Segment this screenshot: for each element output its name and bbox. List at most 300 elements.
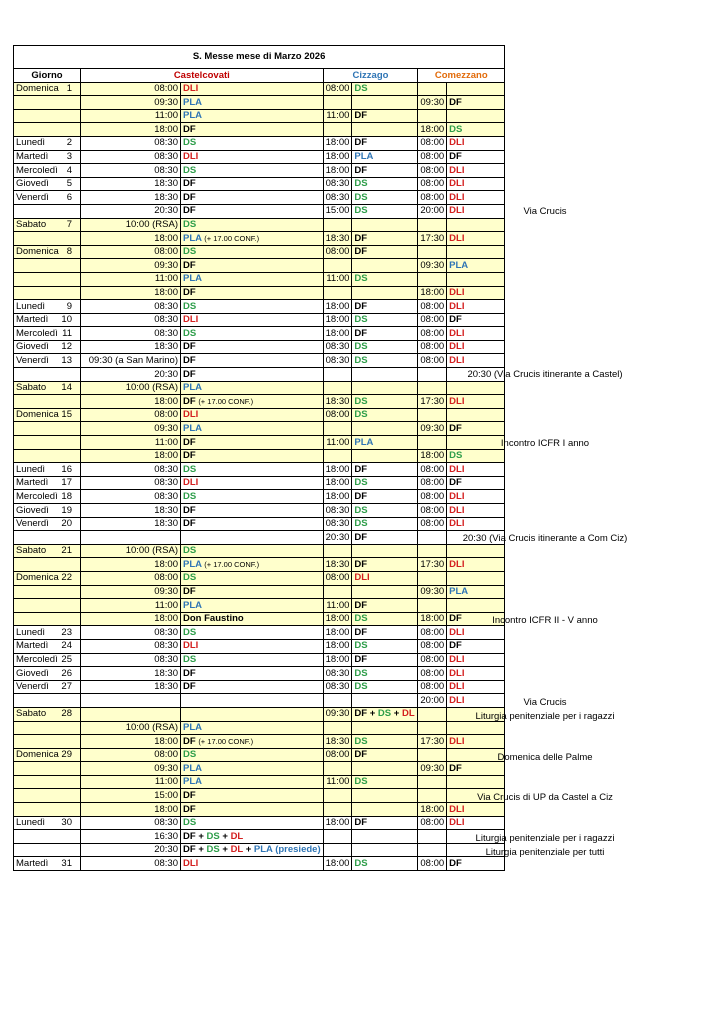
celebrant-code: DS <box>354 354 368 366</box>
celebrant-code: + <box>198 830 204 842</box>
castelcovati-celebrant <box>181 191 324 205</box>
day-name: Lunedì <box>16 300 46 312</box>
schedule-note: Via Crucis di UP da Castel a Ciz <box>477 792 613 804</box>
celebrant-code: + <box>369 708 376 720</box>
cizzago-time: 08:00 <box>323 245 352 259</box>
comezzano-celebrant <box>447 789 505 803</box>
castelcovati-time: 08:30 <box>81 476 181 490</box>
cizzago-celebrant <box>352 300 418 314</box>
day-name: Martedì <box>16 151 49 163</box>
schedule-row <box>14 762 505 776</box>
comezzano-celebrant <box>447 843 505 857</box>
celebrant-code: DF <box>183 518 196 530</box>
celebrant-code: DLI <box>449 232 465 244</box>
celebrant-code: PLA <box>183 558 202 570</box>
castelcovati-time: 08:30 <box>81 300 181 314</box>
celebrant-code: DS <box>354 314 368 326</box>
comezzano-time <box>418 245 447 259</box>
schedule-row <box>14 368 505 382</box>
day-cell <box>14 259 81 273</box>
comezzano-celebrant <box>447 408 505 422</box>
castelcovati-celebrant <box>181 789 324 803</box>
schedule-note: 20:30 (Via Crucis itinerante a Castel) <box>467 369 623 381</box>
celebrant-code: DLI <box>449 518 465 530</box>
comezzano-celebrant <box>447 218 505 232</box>
comezzano-time: 18:00 <box>418 449 447 463</box>
celebrant-code: DS <box>354 857 368 869</box>
castelcovati-celebrant <box>181 585 324 599</box>
comezzano-celebrant <box>447 191 505 205</box>
castelcovati-time: 18:30 <box>81 680 181 694</box>
comezzano-time <box>418 721 447 735</box>
comezzano-celebrant <box>447 395 505 409</box>
comezzano-time: 08:00 <box>418 490 447 504</box>
castelcovati-celebrant <box>181 408 324 422</box>
comezzano-celebrant <box>447 830 505 844</box>
celebrant-code: DL <box>401 708 415 720</box>
cizzago-time: 11:00 <box>323 436 352 450</box>
castelcovati-time: 08:30 <box>81 164 181 178</box>
cizzago-time: 18:00 <box>323 626 352 640</box>
castelcovati-celebrant <box>181 177 324 191</box>
castelcovati-time: 10:00 (RSA) <box>81 381 181 395</box>
celebrant-code: Don Faustino <box>183 613 244 625</box>
cizzago-time: 11:00 <box>323 272 352 286</box>
cizzago-celebrant <box>352 735 418 749</box>
celebrant-code: DLI <box>449 817 465 829</box>
castelcovati-time: 15:00 <box>81 789 181 803</box>
celebrant-code: DF <box>183 450 196 462</box>
castelcovati-time: 20:30 <box>81 368 181 382</box>
day-name: Martedì <box>16 477 49 489</box>
castelcovati-time: 08:30 <box>81 490 181 504</box>
comezzano-celebrant <box>447 775 505 789</box>
castelcovati-celebrant <box>181 82 324 96</box>
day-name: Domenica <box>16 83 59 95</box>
castelcovati-celebrant <box>181 504 324 518</box>
day-name: Sabato <box>16 382 47 394</box>
day-number: 9 <box>66 300 72 312</box>
cizzago-celebrant <box>352 177 418 191</box>
castelcovati-celebrant <box>181 476 324 490</box>
comezzano-celebrant <box>447 626 505 640</box>
day-cell <box>14 395 81 409</box>
schedule-row <box>14 789 505 803</box>
castelcovati-celebrant <box>181 300 324 314</box>
cizzago-time: 08:30 <box>323 177 352 191</box>
celebrant-code: DF <box>354 599 368 611</box>
celebrant-code: DS <box>354 613 368 625</box>
schedule-row <box>14 259 505 273</box>
celebrant-code: DS <box>354 341 368 353</box>
day-number: 22 <box>61 572 72 584</box>
celebrant-code: DF <box>183 395 196 407</box>
celebrant-code: DLI <box>449 667 465 679</box>
celebrant-code: + <box>222 844 228 856</box>
castelcovati-time: 10:00 (RSA) <box>81 721 181 735</box>
cizzago-celebrant <box>352 150 418 164</box>
schedule-row <box>14 136 505 150</box>
schedule-row <box>14 504 505 518</box>
castelcovati-time: 18:30 <box>81 517 181 531</box>
castelcovati-celebrant <box>181 218 324 232</box>
celebrant-code: DF <box>449 613 462 625</box>
cizzago-time <box>323 803 352 817</box>
day-number: 20 <box>61 518 72 530</box>
celebrant-code: DLI <box>449 558 465 570</box>
celebrant-code: DS <box>183 246 197 258</box>
celebrant-code: DS <box>206 844 220 856</box>
cizzago-celebrant <box>352 109 418 123</box>
comezzano-celebrant <box>447 667 505 681</box>
comezzano-time: 08:00 <box>418 504 447 518</box>
day-cell <box>14 422 81 436</box>
cizzago-time <box>323 422 352 436</box>
schedule-row <box>14 721 505 735</box>
schedule-row <box>14 558 505 572</box>
schedule-row <box>14 286 505 300</box>
celebrant-code: DS <box>354 681 368 693</box>
schedule-row <box>14 680 505 694</box>
day-cell <box>14 504 81 518</box>
celebrant-code: PLA <box>183 599 202 611</box>
castelcovati-time: 08:30 <box>81 857 181 871</box>
celebrant-code: DF <box>354 626 368 638</box>
schedule-row <box>14 96 505 110</box>
celebrant-code: DLI <box>449 341 465 353</box>
castelcovati-time: 18:30 <box>81 667 181 681</box>
castelcovati-time: 08:30 <box>81 463 181 477</box>
celebrant-code: DLI <box>449 395 465 407</box>
comezzano-celebrant <box>447 558 505 572</box>
cizzago-celebrant <box>352 368 418 382</box>
header-castelcovati: Castelcovati <box>81 69 324 83</box>
castelcovati-celebrant <box>181 735 324 749</box>
day-number: 27 <box>61 681 72 693</box>
schedule-row <box>14 381 505 395</box>
schedule-row <box>14 327 505 341</box>
cizzago-time: 18:00 <box>323 164 352 178</box>
day-number: 30 <box>61 817 72 829</box>
comezzano-time: 08:00 <box>418 191 447 205</box>
cizzago-time <box>323 585 352 599</box>
day-name: Martedì <box>16 314 49 326</box>
celebrant-code: DS <box>183 817 197 829</box>
castelcovati-celebrant <box>181 463 324 477</box>
celebrant-code: DS <box>183 749 197 761</box>
cizzago-time: 08:30 <box>323 354 352 368</box>
comezzano-time: 08:00 <box>418 639 447 653</box>
title-row <box>14 46 505 69</box>
cizzago-celebrant <box>352 449 418 463</box>
castelcovati-celebrant <box>181 422 324 436</box>
schedule-row <box>14 735 505 749</box>
castelcovati-time: 18:00 <box>81 803 181 817</box>
cizzago-time: 18:00 <box>323 327 352 341</box>
castelcovati-time: 09:30 <box>81 585 181 599</box>
celebrant-code: DF <box>354 490 368 502</box>
castelcovati-time: 08:30 <box>81 653 181 667</box>
cizzago-time <box>323 762 352 776</box>
celebrant-code: + <box>222 830 228 842</box>
schedule-row <box>14 123 505 137</box>
cizzago-celebrant <box>352 748 418 762</box>
castelcovati-time: 08:30 <box>81 639 181 653</box>
day-cell <box>14 123 81 137</box>
cizzago-time: 08:30 <box>323 340 352 354</box>
comezzano-celebrant <box>447 245 505 259</box>
day-number: 31 <box>61 857 72 869</box>
celebrant-code: DS <box>183 137 197 149</box>
schedule-row <box>14 571 505 585</box>
day-cell <box>14 707 81 721</box>
comezzano-time: 20:00 <box>418 204 447 218</box>
celebrant-code: PLA <box>449 259 469 271</box>
celebrant-code: DS <box>183 654 197 666</box>
castelcovati-celebrant <box>181 558 324 572</box>
cizzago-celebrant <box>352 558 418 572</box>
celebrant-code: DF <box>183 341 196 353</box>
comezzano-time: 09:30 <box>418 585 447 599</box>
comezzano-time: 08:00 <box>418 340 447 354</box>
cizzago-time <box>323 830 352 844</box>
cizzago-celebrant <box>352 136 418 150</box>
schedule-row <box>14 517 505 531</box>
comezzano-celebrant <box>447 368 505 382</box>
comezzano-time: 08:00 <box>418 354 447 368</box>
day-cell <box>14 327 81 341</box>
cizzago-celebrant <box>352 816 418 830</box>
day-cell <box>14 639 81 653</box>
castelcovati-celebrant <box>181 517 324 531</box>
day-cell <box>14 571 81 585</box>
cizzago-time <box>323 123 352 137</box>
cizzago-celebrant <box>352 123 418 137</box>
castelcovati-time: 09:30 <box>81 762 181 776</box>
castelcovati-time: 18:00 <box>81 232 181 246</box>
castelcovati-celebrant <box>181 531 324 545</box>
day-cell <box>14 340 81 354</box>
castelcovati-celebrant <box>181 762 324 776</box>
celebrant-code: DS <box>183 300 197 312</box>
castelcovati-celebrant <box>181 123 324 137</box>
castelcovati-time: 18:30 <box>81 340 181 354</box>
day-cell <box>14 368 81 382</box>
celebrant-code: DS <box>354 776 368 788</box>
day-cell <box>14 286 81 300</box>
schedule-row <box>14 150 505 164</box>
cizzago-celebrant <box>352 354 418 368</box>
comezzano-celebrant <box>447 571 505 585</box>
comezzano-celebrant <box>447 136 505 150</box>
celebrant-code: DS <box>354 477 368 489</box>
celebrant-code: DS <box>354 667 368 679</box>
day-number: 23 <box>61 626 72 638</box>
day-number: 26 <box>61 667 72 679</box>
cizzago-time: 11:00 <box>323 599 352 613</box>
comezzano-time: 17:30 <box>418 735 447 749</box>
castelcovati-celebrant <box>181 245 324 259</box>
day-name: Martedì <box>16 857 49 869</box>
castelcovati-time: 20:30 <box>81 843 181 857</box>
castelcovati-celebrant <box>181 626 324 640</box>
day-cell <box>14 272 81 286</box>
cizzago-time: 08:00 <box>323 408 352 422</box>
cizzago-celebrant <box>352 82 418 96</box>
celebrant-code: DS <box>183 327 197 339</box>
celebrant-code: DLI <box>183 151 199 163</box>
castelcovati-celebrant <box>181 150 324 164</box>
comezzano-celebrant <box>447 694 505 708</box>
comezzano-time <box>418 436 447 450</box>
comezzano-time <box>418 830 447 844</box>
comezzano-time <box>418 544 447 558</box>
schedule-note: Liturgia penitenziale per tutti <box>485 847 605 859</box>
castelcovati-celebrant <box>181 721 324 735</box>
castelcovati-time: 10:00 (RSA) <box>81 544 181 558</box>
comezzano-time <box>418 775 447 789</box>
cizzago-time <box>323 381 352 395</box>
cizzago-time: 18:30 <box>323 558 352 572</box>
celebrant-code: PLA <box>183 96 202 108</box>
schedule-row <box>14 164 505 178</box>
day-cell <box>14 775 81 789</box>
cizzago-celebrant <box>352 245 418 259</box>
castelcovati-time: 08:00 <box>81 82 181 96</box>
castelcovati-celebrant <box>181 204 324 218</box>
day-cell <box>14 300 81 314</box>
celebrant-code: DF <box>354 300 368 312</box>
day-name: Lunedì <box>16 626 46 638</box>
castelcovati-celebrant <box>181 164 324 178</box>
cizzago-time: 18:30 <box>323 232 352 246</box>
celebrant-code: DS <box>183 219 197 231</box>
comezzano-celebrant <box>447 612 505 626</box>
comezzano-celebrant <box>447 762 505 776</box>
day-name: Lunedì <box>16 137 46 149</box>
schedule-row <box>14 300 505 314</box>
celebrant-code: DL <box>230 844 244 856</box>
celebrant-code: DLI <box>449 504 465 516</box>
celebrant-code: DLI <box>183 83 199 95</box>
schedule-row <box>14 395 505 409</box>
day-cell <box>14 653 81 667</box>
schedule-note: Via Crucis <box>523 696 567 708</box>
day-cell <box>14 721 81 735</box>
cizzago-time <box>323 789 352 803</box>
comezzano-celebrant <box>447 381 505 395</box>
comezzano-time: 08:00 <box>418 463 447 477</box>
day-cell <box>14 626 81 640</box>
castelcovati-celebrant <box>181 571 324 585</box>
cizzago-celebrant <box>352 544 418 558</box>
schedule-note: Incontro ICFR II - V anno <box>492 615 598 626</box>
schedule-row <box>14 177 505 191</box>
schedule-row <box>14 830 505 844</box>
comezzano-time: 17:30 <box>418 558 447 572</box>
day-cell <box>14 449 81 463</box>
celebrant-code: DLI <box>449 803 465 815</box>
celebrant-code: PLA <box>354 436 374 448</box>
celebrant-code: DF <box>183 504 196 516</box>
castelcovati-time: 18:00 <box>81 286 181 300</box>
day-number: 2 <box>66 137 72 149</box>
celebrant-code: DF <box>354 817 368 829</box>
comezzano-celebrant <box>447 653 505 667</box>
castelcovati-celebrant <box>181 667 324 681</box>
celebrant-code: DF <box>354 558 368 570</box>
cizzago-celebrant <box>352 626 418 640</box>
day-number: 12 <box>61 341 72 353</box>
celebrant-code: PLA <box>183 722 202 733</box>
comezzano-time: 08:00 <box>418 150 447 164</box>
celebrant-code: DF <box>449 857 462 869</box>
comezzano-time <box>418 408 447 422</box>
comezzano-time: 18:00 <box>418 123 447 137</box>
celebrant-code: DF <box>183 803 196 815</box>
day-cell <box>14 476 81 490</box>
day-cell <box>14 694 81 708</box>
cizzago-time: 18:00 <box>323 476 352 490</box>
celebrant-code: DLI <box>449 354 465 366</box>
cizzago-celebrant <box>352 571 418 585</box>
schedule-row <box>14 775 505 789</box>
cizzago-time <box>323 218 352 232</box>
day-cell <box>14 150 81 164</box>
castelcovati-time: 08:00 <box>81 408 181 422</box>
day-cell <box>14 667 81 681</box>
day-number: 10 <box>61 314 72 326</box>
day-number: 8 <box>66 246 72 258</box>
celebrant-code: DF <box>354 246 368 258</box>
celebrant-code: DLI <box>449 287 465 298</box>
schedule-row <box>14 857 505 871</box>
schedule-row <box>14 204 505 218</box>
comezzano-celebrant <box>447 436 505 450</box>
cizzago-celebrant <box>352 395 418 409</box>
celebrant-code: DS <box>354 83 368 95</box>
day-cell <box>14 191 81 205</box>
day-number: 7 <box>66 219 72 231</box>
castelcovati-time: 18:00 <box>81 612 181 626</box>
celebrant-code: DS <box>206 830 220 842</box>
cizzago-celebrant <box>352 272 418 286</box>
castelcovati-time: 11:00 <box>81 272 181 286</box>
comezzano-time: 08:00 <box>418 476 447 490</box>
cizzago-time: 08:30 <box>323 667 352 681</box>
celebrant-code: DS <box>354 735 368 747</box>
cizzago-time: 18:00 <box>323 150 352 164</box>
celebrant-code: DLI <box>449 191 465 203</box>
schedule-row <box>14 463 505 477</box>
castelcovati-time: 18:30 <box>81 177 181 191</box>
cizzago-time: 18:00 <box>323 653 352 667</box>
celebrant-code: PLA <box>183 776 202 788</box>
cizzago-time: 18:00 <box>323 463 352 477</box>
day-cell <box>14 490 81 504</box>
schedule-row <box>14 490 505 504</box>
cizzago-celebrant <box>352 585 418 599</box>
comezzano-celebrant <box>447 585 505 599</box>
schedule-row <box>14 313 505 327</box>
schedule-note: Incontro ICFR I anno <box>500 437 590 449</box>
celebrant-code: (presiede) <box>275 844 321 856</box>
day-cell <box>14 735 81 749</box>
day-number: 3 <box>66 151 72 163</box>
day-number: 29 <box>61 749 72 761</box>
cizzago-celebrant <box>352 857 418 871</box>
schedule-row <box>14 476 505 490</box>
